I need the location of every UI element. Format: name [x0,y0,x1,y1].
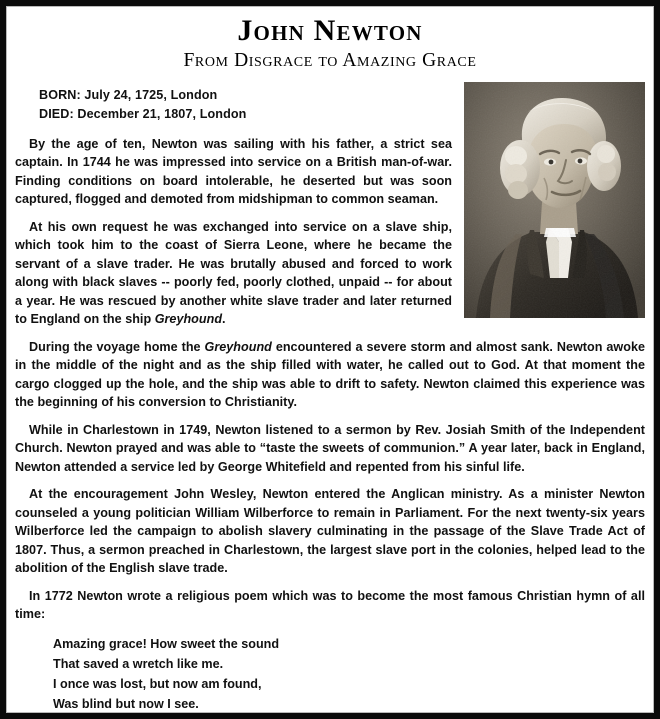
page-subtitle: From Disgrace to Amazing Grace [183,50,477,72]
paragraph-slave-ship: At his own request he was exchanged into service on a slave ship, which took him to the coast of Sierra Leone, where he became the servant of a slave trader. He was brutally abused and forced to work along with black slaves -- poorly fed, poorly clothed, unpaid -- for about a year. He was rescued by another white slave trader and later returned to England on the ship Greyhound. [15,219,452,327]
portrait-image-john-newton [464,82,645,318]
document-inner-frame [6,6,654,713]
paragraph-early-life: By the age of ten, Newton was sailing with his father, a strict sea captain. In 1744 he was impressed into service on a British man-of-war. Finding conditions on board intolerable, he deserted but was soon captured, flogged and demoted from midshipman to common seaman. [15,136,452,207]
born-line: BORN: July 24, 1725, London [39,87,218,102]
ship-name-italic: Greyhound [154,312,223,327]
paragraph-hymn-intro: In 1772 Newton wrote a religious poem which was to become the most famous Christian hymn of all time: [15,588,645,622]
died-line: DIED: December 21, 1807, London [39,107,247,122]
poem-line: I once was lost, but now am found, [53,676,262,691]
paragraph-storm-conversion: During the voyage home the Greyhound encountered a severe storm and almost sank. Newton awoke in the middle of the night and as the ship filled with water, he called out to God. At that moment the cargo clogged up the hole, and the ship was able to drift to safety. Newton claimed this experience was the beginning of his conversion to Christianity. [15,339,645,410]
poem-line: That saved a wretch like me. [53,656,224,671]
paragraph-ministry-abolition: At the encouragement John Wesley, Newton entered the Anglican ministry. As a minister Newton counseled a young politician William Wilberforce to remain in Parliament. For the next twenty-six years Wilberforce led the campaign to abolish slavery culminating in the passage of the Slave Trade Act of 1807. Thus, a sermon preached in Charlestown, the largest slave port in the colonies, helped lead to the abolition of the English slave trade. [15,487,645,576]
amazing-grace-poem [53,635,645,713]
ship-name-italic: Greyhound [204,339,272,354]
portrait-engraving [464,82,645,318]
paragraph-charlestown-sermon: While in Charlestown in 1749, Newton listened to a sermon by Rev. Josiah Smith of the Independent Church. Newton prayed and was able to “taste the sweets of communion.” A year later, back in England, Newton attended a service led by George Whitefield and repented from his sinful life. [15,422,645,474]
poem-line: Amazing grace! How sweet the sound [53,636,280,651]
poem-line: Was blind but now I see. [53,696,199,711]
page-title: John Newton [237,14,423,47]
